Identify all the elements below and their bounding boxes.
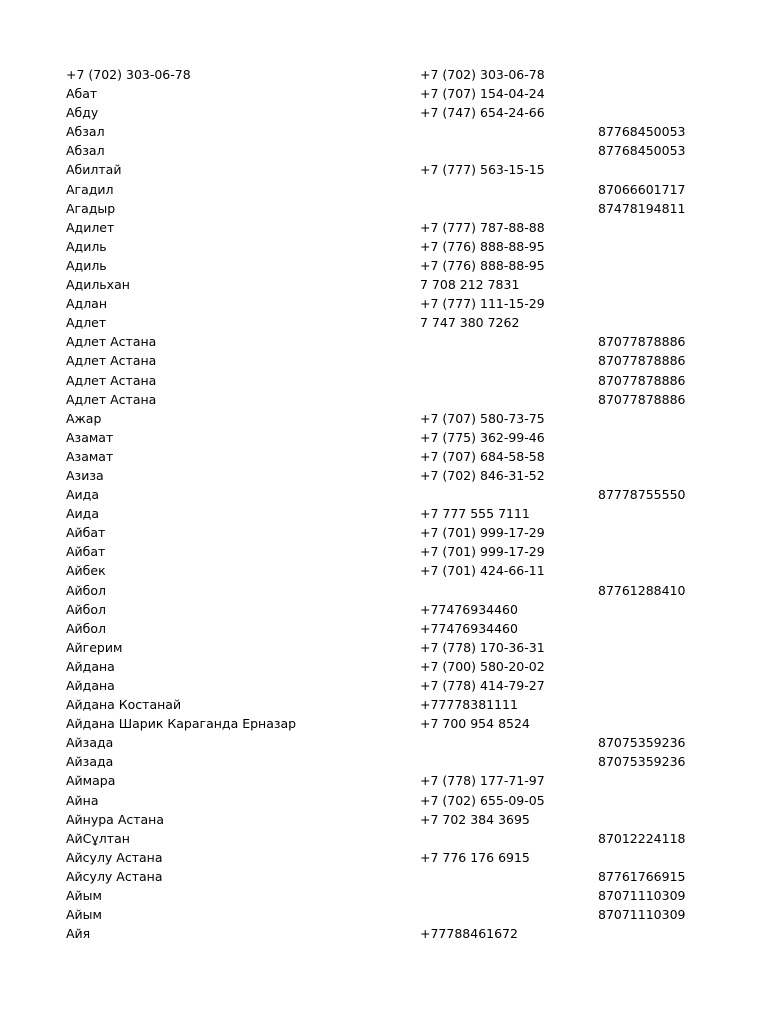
contact-name: Айбат: [66, 544, 106, 560]
table-row: [66, 657, 706, 676]
table-row: [66, 619, 706, 638]
contact-name: Адлан: [66, 296, 108, 312]
contact-phone: +77476934460: [420, 620, 518, 636]
contact-name: Айбол: [66, 601, 107, 617]
contact-table: [66, 65, 706, 943]
contact-alt-phone: 87077878886: [598, 391, 686, 407]
contact-alt-phone: 87077878886: [598, 353, 686, 369]
contact-name: Адлет Астана: [66, 353, 157, 369]
table-row: [66, 733, 706, 752]
contact-name: Айсулу Астана: [66, 849, 163, 865]
contact-alt-phone: 87478194811: [598, 200, 686, 216]
contact-phone: +7 (776) 888-88-95: [420, 257, 545, 273]
table-row: [66, 122, 706, 141]
table-row: [66, 752, 706, 771]
table-row: [66, 638, 706, 657]
contact-name: Айбол: [66, 582, 107, 598]
contact-name: Азамат: [66, 429, 114, 445]
contact-name: Адиль: [66, 257, 107, 273]
contact-phone: +7 (777) 111-15-29: [420, 296, 545, 312]
contact-phone: +7 702 384 3695: [420, 811, 530, 827]
contact-alt-phone: 87761766915: [598, 868, 686, 884]
contact-name: Адиль: [66, 238, 107, 254]
contact-name: Айзада: [66, 754, 114, 770]
contact-name: Айым: [66, 888, 102, 904]
contact-name: Аймара: [66, 773, 116, 789]
table-row: [66, 886, 706, 905]
contact-name: Абду: [66, 105, 99, 121]
contact-phone: +7 700 954 8524: [420, 716, 530, 732]
contact-name: Айна: [66, 792, 99, 808]
table-row: [66, 466, 706, 485]
contact-alt-phone: 87075359236: [598, 754, 686, 770]
table-row: [66, 714, 706, 733]
table-row: [66, 371, 706, 390]
contact-alt-phone: 87768450053: [598, 143, 686, 159]
contact-name: Айнура Астана: [66, 811, 165, 827]
contact-phone: +7 (778) 170-36-31: [420, 639, 545, 655]
table-row: [66, 428, 706, 447]
contact-name: Айгерим: [66, 639, 123, 655]
table-row: [66, 581, 706, 600]
contact-name: Азиза: [66, 467, 104, 483]
table-row: [66, 600, 706, 619]
table-row: [66, 313, 706, 332]
table-row: [66, 791, 706, 810]
table-row: [66, 351, 706, 370]
contact-phone: +7 (778) 414-79-27: [420, 678, 545, 693]
contact-phone: +7 (747) 654-24-66: [420, 105, 545, 121]
table-row: [66, 256, 706, 275]
table-row: [66, 695, 706, 714]
contact-phone: +7 (702) 655-09-05: [420, 792, 545, 808]
contact-name: Агадыр: [66, 200, 116, 216]
table-row: [66, 160, 706, 179]
contact-phone: +7 (707) 154-04-24: [420, 86, 545, 102]
table-row: [66, 332, 706, 351]
contact-name: Айдана Костанай: [66, 697, 182, 713]
contact-alt-phone: 87077878886: [598, 334, 686, 350]
contact-name: Адилет: [66, 219, 115, 235]
contact-alt-phone: 87768450053: [598, 124, 686, 140]
contact-name: +7 (702) 303-06-78: [66, 67, 191, 82]
contact-name: Азамат: [66, 448, 114, 464]
table-row: [66, 447, 706, 466]
table-row: [66, 561, 706, 580]
contact-alt-phone: 87761288410: [598, 582, 686, 598]
contact-phone: +7 (701) 424-66-11: [420, 563, 545, 579]
contact-name: Айым: [66, 907, 102, 923]
contact-phone: +7 (776) 888-88-95: [420, 238, 545, 254]
contact-phone: +7 (707) 684-58-58: [420, 448, 545, 464]
table-row: [66, 199, 706, 218]
contact-name: Ажар: [66, 410, 102, 426]
contact-phone: +7 (701) 999-17-29: [420, 544, 545, 560]
contact-name: Айдана: [66, 678, 115, 693]
table-row: [66, 237, 706, 256]
table-row: [66, 84, 706, 103]
table-row: [66, 523, 706, 542]
table-row: [66, 141, 706, 160]
contact-alt-phone: 87071110309: [598, 907, 686, 923]
contact-phone: +77778381111: [420, 697, 518, 713]
contact-phone: +7 (777) 563-15-15: [420, 162, 545, 178]
contact-alt-phone: 87012224118: [598, 830, 686, 846]
contact-phone: +77476934460: [420, 601, 518, 617]
contact-name: Айбол: [66, 620, 107, 636]
table-row: [66, 848, 706, 867]
contact-name: АйСұлтан: [66, 830, 130, 846]
contact-name: Абзал: [66, 143, 105, 159]
contact-name: Айя: [66, 926, 91, 942]
contact-phone: +7 (702) 846-31-52: [420, 467, 545, 483]
contact-name: Айбат: [66, 525, 106, 541]
contact-alt-phone: 87066601717: [598, 181, 686, 197]
table-row: [66, 924, 706, 943]
table-row: [66, 485, 706, 504]
contact-name: Агадил: [66, 181, 114, 197]
contact-name: Айбек: [66, 563, 106, 579]
table-row: [66, 390, 706, 409]
table-row: [66, 676, 706, 695]
contact-name: Абзал: [66, 124, 105, 140]
table-row: [66, 103, 706, 122]
contact-name: Адлет Астана: [66, 334, 157, 350]
contact-phone: +7 (775) 362-99-46: [420, 429, 545, 445]
table-row: [66, 771, 706, 790]
contact-name: Айсулу Астана: [66, 868, 163, 884]
table-row: [66, 180, 706, 199]
contact-name: Адлет Астана: [66, 391, 157, 407]
contact-name: Абилтай: [66, 162, 122, 178]
contact-phone: +7 (777) 787-88-88: [420, 219, 545, 235]
contact-alt-phone: 87075359236: [598, 735, 686, 751]
table-row: [66, 504, 706, 523]
contact-name: Аида: [66, 506, 99, 522]
contact-phone: 7 747 380 7262: [420, 315, 520, 331]
table-row: [66, 542, 706, 561]
table-row: [66, 867, 706, 886]
table-row: [66, 905, 706, 924]
contact-name: Адильхан: [66, 277, 130, 293]
contact-phone: +7 (701) 999-17-29: [420, 525, 545, 541]
contact-phone: 7 708 212 7831: [420, 277, 520, 293]
contact-phone: +7 777 555 7111: [420, 506, 530, 522]
contact-name: Адлет: [66, 315, 107, 331]
contact-phone: +7 (778) 177-71-97: [420, 773, 545, 789]
contact-name: Адлет Астана: [66, 372, 157, 388]
contact-name: Айдана Шарик Караганда Ерназар: [66, 716, 297, 732]
table-row: [66, 810, 706, 829]
contact-phone: +7 776 176 6915: [420, 849, 530, 865]
contact-phone: +7 (707) 580-73-75: [420, 410, 545, 426]
contact-alt-phone: 87071110309: [598, 888, 686, 904]
contact-name: Айдана: [66, 658, 115, 674]
table-row: [66, 294, 706, 313]
table-row: [66, 275, 706, 294]
table-row: [66, 65, 706, 84]
table-row: [66, 218, 706, 237]
contact-name: Абат: [66, 86, 98, 102]
contact-alt-phone: 87077878886: [598, 372, 686, 388]
contact-name: Айзада: [66, 735, 114, 751]
contact-phone: +77788461672: [420, 926, 518, 942]
contact-alt-phone: 87778755550: [598, 487, 686, 503]
table-row: [66, 409, 706, 428]
contact-phone: +7 (700) 580-20-02: [420, 658, 545, 674]
contact-name: Аида: [66, 487, 99, 503]
contact-phone: +7 (702) 303-06-78: [420, 67, 545, 82]
table-row: [66, 829, 706, 848]
